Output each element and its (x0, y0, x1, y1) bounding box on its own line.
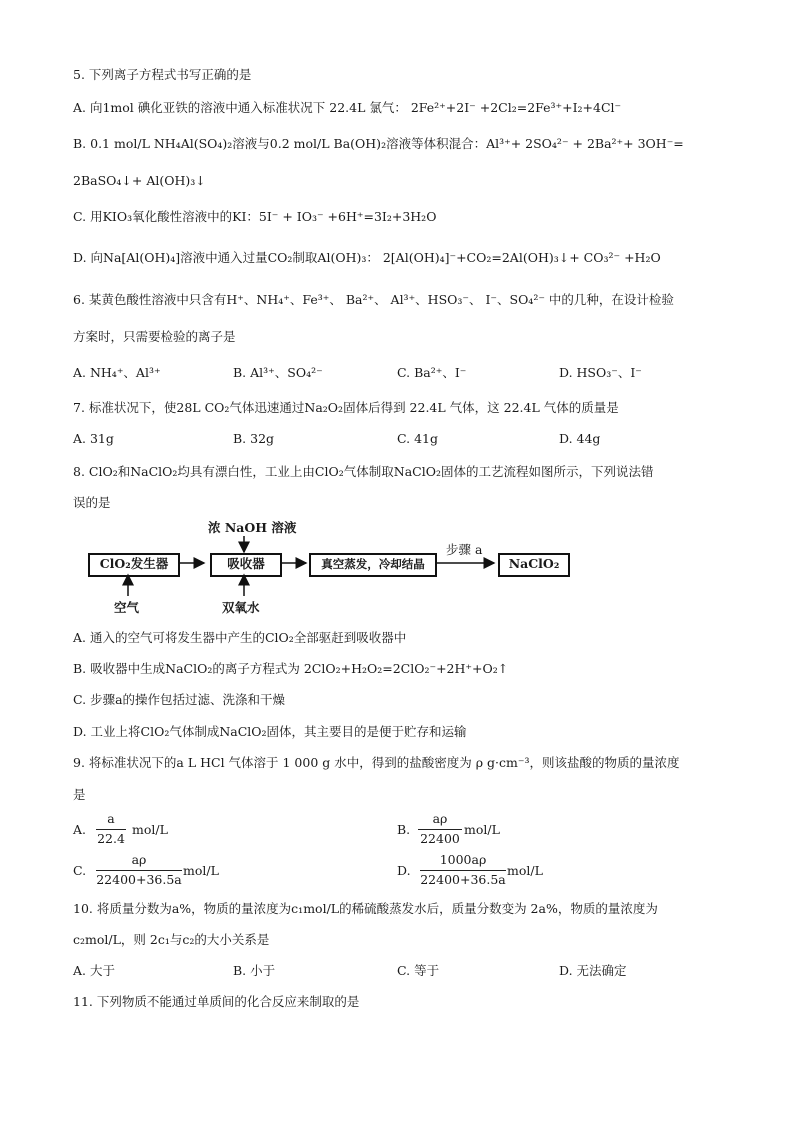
fraction-denominator: 22400+36.5a (96, 872, 182, 887)
fraction-bar (420, 870, 506, 871)
q6-option-d: D. HSO₃⁻、I⁻ (559, 365, 642, 380)
q5-option-a: A. 向1mol 碘化亚铁的溶液中通入标准状况下 22.4L 氯气： 2Fe²⁺+2I⁻ +2Cl₂=2Fe³⁺+I₂+4Cl⁻ (73, 100, 622, 115)
q9-option-b-unit: mol/L (464, 822, 500, 837)
q9-option-d-unit: mol/L (507, 863, 543, 878)
q9-option-a-label: A. (73, 822, 87, 837)
q10-option-b: B. 小于 (233, 963, 276, 978)
q6-stem-line1: 6. 某黄色酸性溶液中只含有H⁺、NH₄⁺、Fe³⁺、 Ba²⁺、 Al³⁺、HSO₃⁻、 I⁻、SO₄²⁻ 中的几种，在设计检验 (73, 292, 674, 307)
hydrogen-peroxide-label: 双氧水 (222, 600, 260, 615)
q8-option-b: B. 吸收器中生成NaClO₂的离子方程式为 2ClO₂+H₂O₂=2ClO₂⁻+2H⁺+O₂↑ (73, 661, 509, 676)
q9-option-d-label: D. (397, 863, 411, 878)
fraction-bar (96, 829, 126, 830)
evaporation-crystallization-box: 真空蒸发，冷却结晶 (309, 553, 437, 577)
fraction-denominator: 22400+36.5a (420, 872, 506, 887)
q5-option-d: D. 向Na[Al(OH)₄]溶液中通入过量CO₂制取Al(OH)₃： 2[Al(OH)₄]⁻+CO₂=2Al(OH)₃↓+ CO₃²⁻ +H₂O (73, 250, 661, 265)
q10-option-d: D. 无法确定 (559, 963, 627, 978)
fraction-numerator: aρ (131, 852, 147, 867)
air-label: 空气 (114, 600, 140, 615)
fraction-denominator: 22400 (420, 831, 460, 846)
q8-stem-line2: 误的是 (73, 495, 111, 510)
naoh-solution-label: 浓 NaOH 溶液 (208, 520, 297, 535)
q10-option-a: A. 大于 (73, 963, 115, 978)
q10-stem-line1: 10. 将质量分数为a%，物质的量浓度为c₁mol/L的稀硫酸蒸发水后，质量分数变为 2a%，物质的量浓度为 (73, 901, 658, 916)
q6-option-a: A. NH₄⁺、Al³⁺ (73, 365, 161, 380)
q9-option-b-fraction (418, 811, 462, 851)
q5-stem: 5. 下列离子方程式书写正确的是 (73, 67, 252, 82)
q7-option-a: A. 31g (73, 431, 114, 446)
q5-option-b-line2: 2BaSO₄↓+ Al(OH)₃↓ (73, 173, 206, 188)
q9-option-d-fraction (420, 852, 506, 892)
fraction-numerator: aρ (432, 811, 448, 826)
q6-option-c: C. Ba²⁺、I⁻ (397, 365, 467, 380)
step-a-label: 步骤 a (446, 542, 483, 557)
q6-option-b: B. Al³⁺、SO₄²⁻ (233, 365, 323, 380)
fraction-denominator: 22.4 (97, 831, 125, 846)
q5-option-c: C. 用KIO₃氧化酸性溶液中的KI：5I⁻ + IO₃⁻ +6H⁺=3I₂+3H₂O (73, 209, 437, 224)
q9-option-c-unit: mol/L (183, 863, 219, 878)
q7-option-d: D. 44g (559, 431, 601, 446)
fraction-bar (418, 829, 462, 830)
q7-option-c: C. 41g (397, 431, 438, 446)
q11-stem: 11. 下列物质不能通过单质间的化合反应来制取的是 (73, 994, 360, 1009)
q8-option-a: A. 通入的空气可将发生器中产生的ClO₂全部驱赶到吸收器中 (73, 630, 407, 645)
q9-option-a-fraction (96, 811, 126, 851)
q7-stem: 7. 标准状况下，使28L CO₂气体迅速通过Na₂O₂固体后得到 22.4L 气体，这 22.4L 气体的质量是 (73, 400, 619, 415)
q9-option-c-fraction (96, 852, 182, 892)
q8-option-c: C. 步骤a的操作包括过滤、洗涤和干燥 (73, 692, 286, 707)
q10-stem-line2: c₂mol/L，则 2c₁与c₂的大小关系是 (73, 932, 270, 947)
q9-option-c-label: C. (73, 863, 87, 878)
q10-option-c: C. 等于 (397, 963, 440, 978)
q9-stem-line1: 9. 将标准状况下的a L HCl 气体溶于 1 000 g 水中，得到的盐酸密度为 ρ g·cm⁻³，则该盐酸的物质的量浓度 (73, 755, 680, 770)
q8-option-d: D. 工业上将ClO₂气体制成NaClO₂固体，其主要目的是便于贮存和运输 (73, 724, 467, 739)
fraction-numerator: 1000aρ (439, 852, 487, 867)
q9-stem-line2: 是 (73, 787, 86, 802)
fraction-bar (96, 870, 182, 871)
fraction-numerator: a (107, 811, 115, 826)
absorber-box: 吸收器 (210, 553, 282, 577)
q5-option-b-line1: B. 0.1 mol/L NH₄Al(SO₄)₂溶液与0.2 mol/L Ba(OH)₂溶液等体积混合：Al³⁺+ 2SO₄²⁻ + 2Ba²⁺+ 3OH⁻= (73, 136, 684, 151)
clo2-generator-box: ClO₂发生器 (88, 553, 180, 577)
q7-option-b: B. 32g (233, 431, 275, 446)
q6-stem-line2: 方案时，只需要检验的离子是 (73, 329, 236, 344)
process-flow-diagram (80, 518, 600, 618)
q9-option-b-label: B. (397, 822, 411, 837)
q8-stem-line1: 8. ClO₂和NaClO₂均具有漂白性，工业上由ClO₂气体制取NaClO₂固体的工艺流程如图所示，下列说法错 (73, 464, 654, 479)
q9-option-a-unit: mol/L (132, 822, 168, 837)
naclo2-product-box: NaClO₂ (498, 553, 570, 577)
